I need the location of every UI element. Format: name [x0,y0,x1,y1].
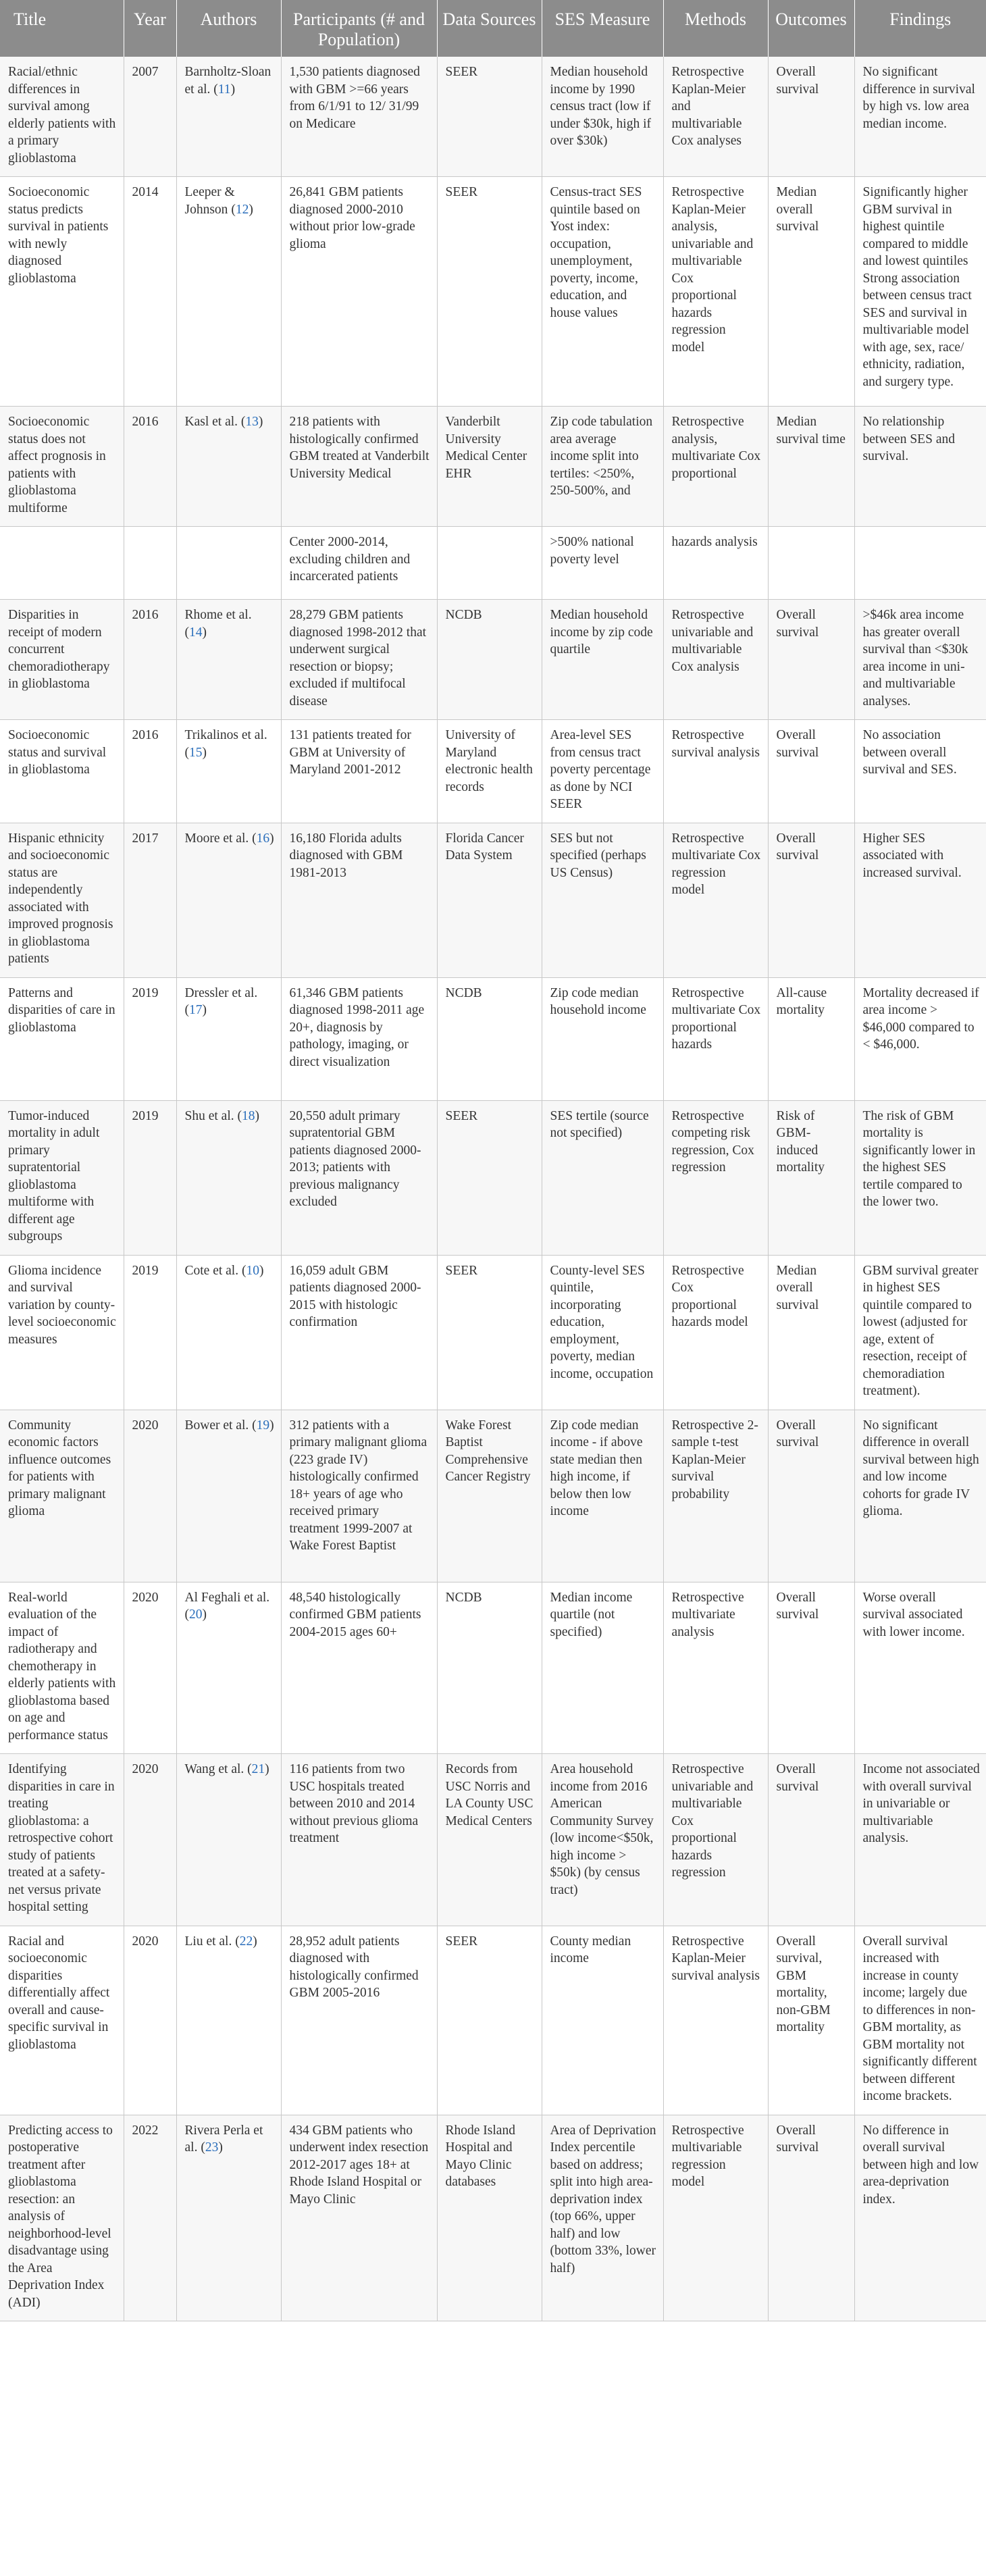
findings-cell: GBM survival greater in highest SES quintile compared to lowest (adjusted for age, extent of resection, receipt of chemoradiation treatment). [854,1255,986,1410]
year-cell: 2014 [124,177,176,407]
table-row [0,57,986,177]
methods-cell: hazards analysis [663,527,768,600]
authors-name: Dressler et al. [184,985,258,1000]
outcomes-cell: Overall survival [768,57,854,177]
authors-name: Rivera Perla et al. [184,2123,263,2155]
ses-measure-cell: >500% national poverty level [542,527,663,600]
outcomes-cell: Overall survival, GBM mortality, non-GBM mortality [768,1926,854,2115]
reference-link[interactable]: 13 [245,415,259,429]
table-row [0,1100,986,1255]
participants-cell: 48,540 histologically confirmed GBM patients 2004-2015 ages 60+ [281,1582,437,1754]
authors-cell: Bower et al. (19) [176,1410,281,1582]
ses-measure-cell: County median income [542,1926,663,2115]
methods-cell: Retrospective Kaplan-Meier survival analysis [663,1926,768,2115]
title-cell: Disparities in receipt of modern concurrent chemoradiotherapy in glioblastoma [0,600,124,720]
data-sources-cell: Wake Forest Baptist Comprehensive Cancer Registry [437,1410,542,1582]
methods-cell: Retrospective survival analysis [663,720,768,823]
table-row [0,1582,986,1754]
title-cell: Socioeconomic status does not affect prognosis in patients with glioblastoma multiforme [0,407,124,527]
ses-measure-cell: Median income quartile (not specified) [542,1582,663,1754]
header-participants: Participants (# and Population) [281,0,437,57]
participants-cell: 61,346 GBM patients diagnosed 1998-2011 age 20+, diagnosis by pathology, imaging, or direct visualization [281,977,437,1100]
year-cell [124,527,176,600]
reference-link[interactable]: 23 [205,2140,219,2155]
title-cell: Identifying disparities in care in treating glioblastoma: a retrospective cohort study of patients treated at a safety-net versus private hospital setting [0,1754,124,1926]
authors-cell: Kasl et al. (13) [176,407,281,527]
authors-cell: Liu et al. (22) [176,1926,281,2115]
authors-name: Wang et al. [184,1762,244,1776]
authors-cell: Barnholtz-Sloan et al. (11) [176,57,281,177]
participants-cell: 218 patients with histologically confirmed GBM treated at Vanderbilt University Medical [281,407,437,527]
authors-cell: Shu et al. (18) [176,1100,281,1255]
data-sources-cell: SEER [437,1926,542,2115]
year-cell: 2019 [124,977,176,1100]
ses-measure-cell: Area of Deprivation Index percentile based on address; split into high area-deprivation index (top 66%, upper half) and low (bottom 33%, lower half) [542,2115,663,2321]
methods-cell: Retrospective analysis, multivariate Cox proportional [663,407,768,527]
data-sources-cell: SEER [437,57,542,177]
findings-cell: Significantly higher GBM survival in highest quintile compared to middle and lowest quintiles Strong association between census tract SES and survival in multivariable model with age, sex, race/ ethnicity, radiation, and surgery type. [854,177,986,407]
year-cell: 2020 [124,1754,176,1926]
data-sources-cell: SEER [437,177,542,407]
title-cell: Racial and socioeconomic disparities differentially affect overall and cause-specific survival in glioblastoma [0,1926,124,2115]
year-cell: 2017 [124,823,176,977]
title-cell: Predicting access to postoperative treatment after glioblastoma resection: an analysis of neighborhood-level disadvantage using the Area Deprivation Index (ADI) [0,2115,124,2321]
participants-cell: 16,180 Florida adults diagnosed with GBM 1981-2013 [281,823,437,977]
methods-cell: Retrospective multivariate Cox proportional hazards [663,977,768,1100]
outcomes-cell: Overall survival [768,1754,854,1926]
header-title: Title [0,0,124,57]
authors-name: Shu et al. [184,1108,234,1123]
table-row [0,600,986,720]
authors-name: Al Feghali et al. [184,1590,270,1605]
methods-cell: Retrospective univariable and multivariable Cox proportional hazards regression [663,1754,768,1926]
participants-cell: Center 2000-2014, excluding children and incarcerated patients [281,527,437,600]
methods-cell: Retrospective multivariate analysis [663,1582,768,1754]
methods-cell: Retrospective Cox proportional hazards model [663,1255,768,1410]
authors-cell: Moore et al. (16) [176,823,281,977]
ses-measure-cell: Zip code median income - if above state median then high income, if below then low income [542,1410,663,1582]
header-authors: Authors [176,0,281,57]
reference-link[interactable]: 18 [242,1108,255,1123]
participants-cell: 20,550 adult primary supratentorial GBM patients diagnosed 2000-2013; patients with previous malignancy excluded [281,1100,437,1255]
outcomes-cell: Risk of GBM-induced mortality [768,1100,854,1255]
authors-cell: Cote et al. (10) [176,1255,281,1410]
participants-cell: 28,952 adult patients diagnosed with histologically confirmed GBM 2005-2016 [281,1926,437,2115]
table-row [0,1410,986,1582]
authors-cell: Dressler et al. (17) [176,977,281,1100]
outcomes-cell: All-cause mortality [768,977,854,1100]
findings-cell: No relationship between SES and survival. [854,407,986,527]
outcomes-cell: Median overall survival [768,177,854,407]
authors-name: Bower et al. [184,1418,249,1433]
authors-cell: Al Feghali et al. (20) [176,1582,281,1754]
authors-name: Leeper & Johnson [184,185,235,217]
outcomes-cell [768,527,854,600]
findings-cell: Mortality decreased if area income > $46,000 compared to < $46,000. [854,977,986,1100]
outcomes-cell: Median survival time [768,407,854,527]
methods-cell: Retrospective multivariate Cox regression model [663,823,768,977]
methods-cell: Retrospective 2-sample t-test Kaplan-Meier survival probability [663,1410,768,1582]
year-cell: 2022 [124,2115,176,2321]
methods-cell: Retrospective competing risk regression, Cox regression [663,1100,768,1255]
outcomes-cell: Overall survival [768,600,854,720]
title-cell: Socioeconomic status predicts survival in patients with newly diagnosed glioblastoma [0,177,124,407]
reference-link[interactable]: 16 [256,831,270,846]
year-cell: 2020 [124,1410,176,1582]
methods-cell: Retrospective Kaplan-Meier and multivariable Cox analyses [663,57,768,177]
findings-cell [854,527,986,600]
year-cell: 2016 [124,407,176,527]
year-cell: 2016 [124,720,176,823]
table-row [0,1255,986,1410]
data-sources-cell: Records from USC Norris and LA County USC Medical Centers [437,1754,542,1926]
participants-cell: 16,059 adult GBM patients diagnosed 2000-2015 with histologic confirmation [281,1255,437,1410]
header-outcomes: Outcomes [768,0,854,57]
authors-cell: Trikalinos et al. (15) [176,720,281,823]
ses-measure-cell: Area household income from 2016 American Community Survey (low income<$50k, high income > $50k) (by census tract) [542,1754,663,1926]
reference-link[interactable]: 11 [217,82,231,97]
table-row [0,823,986,977]
data-sources-cell: SEER [437,1100,542,1255]
data-sources-cell: SEER [437,1255,542,1410]
findings-cell: >$46k area income has greater overall survival than <$30k area income in uni- and multivariable analyses. [854,600,986,720]
authors-name: Barnholtz-Sloan et al. [184,65,271,97]
header-methods: Methods [663,0,768,57]
authors-cell: Rivera Perla et al. (23) [176,2115,281,2321]
methods-cell: Retrospective multivariable regression model [663,2115,768,2321]
findings-cell: Overall survival increased with increase in county income; largely due to differences in non-GBM mortality, as GBM mortality not significantly different between different income brackets. [854,1926,986,2115]
authors-cell: Rhome et al. (14) [176,600,281,720]
table-body [0,57,986,2321]
findings-cell: Worse overall survival associated with lower income. [854,1582,986,1754]
year-cell: 2016 [124,600,176,720]
participants-cell: 1,530 patients diagnosed with GBM >=66 years from 6/1/91 to 12/ 31/99 on Medicare [281,57,437,177]
header-data-sources: Data Sources [437,0,542,57]
ses-measure-cell: Median household income by zip code quartile [542,600,663,720]
reference-link[interactable]: 17 [189,1003,203,1017]
table-row [0,720,986,823]
ses-measure-cell: Area-level SES from census tract poverty percentage as done by NCI SEER [542,720,663,823]
outcomes-cell: Overall survival [768,2115,854,2321]
table-row [0,177,986,407]
methods-cell: Retrospective Kaplan-Meier analysis, univariable and multivariable Cox proportional hazards regression model [663,177,768,407]
reference-link[interactable]: 15 [189,745,203,760]
authors-cell: Wang et al. (21) [176,1754,281,1926]
table-row [0,527,986,600]
reference-link[interactable]: 14 [189,625,203,640]
outcomes-cell: Overall survival [768,720,854,823]
outcomes-cell: Overall survival [768,1582,854,1754]
ses-measure-cell: SES but not specified (perhaps US Census) [542,823,663,977]
findings-cell: Income not associated with overall survival in univariable or multivariable analysis. [854,1754,986,1926]
findings-cell: No association between overall survival and SES. [854,720,986,823]
header-year: Year [124,0,176,57]
title-cell: Real-world evaluation of the impact of radiotherapy and chemotherapy in elderly patients with glioblastoma based on age and performance status [0,1582,124,1754]
participants-cell: 131 patients treated for GBM at University of Maryland 2001-2012 [281,720,437,823]
title-cell: Patterns and disparities of care in glioblastoma [0,977,124,1100]
data-sources-cell: Vanderbilt University Medical Center EHR [437,407,542,527]
authors-name: Trikalinos et al. [184,728,267,742]
outcomes-cell: Overall survival [768,1410,854,1582]
table-row [0,407,986,527]
data-sources-cell: University of Maryland electronic health records [437,720,542,823]
outcomes-cell: Overall survival [768,823,854,977]
ses-measure-cell: Zip code median household income [542,977,663,1100]
ses-measure-cell: County-level SES quintile, incorporating education, employment, poverty, median income, occupation [542,1255,663,1410]
participants-cell: 26,841 GBM patients diagnosed 2000-2010 without prior low-grade glioma [281,177,437,407]
reference-link[interactable]: 22 [239,1934,253,1949]
authors-name: Rhome et al. [184,608,252,622]
title-cell: Racial/ethnic differences in survival among elderly patients with a primary glioblastoma [0,57,124,177]
findings-cell: No difference in overall survival between high and low area-deprivation index. [854,2115,986,2321]
table-header-row [0,0,986,57]
data-sources-cell: NCDB [437,1582,542,1754]
participants-cell: 434 GBM patients who underwent index resection 2012-2017 ages 18+ at Rhode Island Hospital or Mayo Clinic [281,2115,437,2321]
ses-measure-cell: Zip code tabulation area average income split into tertiles: <250%, 250-500%, and [542,407,663,527]
reference-link[interactable]: 10 [246,1263,259,1278]
year-cell: 2020 [124,1926,176,2115]
findings-cell: No significant difference in survival by high vs. low area median income. [854,57,986,177]
data-sources-cell: Rhode Island Hospital and Mayo Clinic databases [437,2115,542,2321]
participants-cell: 116 patients from two USC hospitals treated between 2010 and 2014 without previous glioma treatment [281,1754,437,1926]
findings-cell: The risk of GBM mortality is significantly lower in the highest SES tertile compared to the lower two. [854,1100,986,1255]
reference-link[interactable]: 20 [189,1607,203,1622]
authors-cell [176,527,281,600]
data-sources-cell: NCDB [437,977,542,1100]
ses-measure-cell: Median household income by 1990 census tract (low if under $30k, high if over $30k) [542,57,663,177]
table-row [0,1926,986,2115]
authors-name: Cote et al. [184,1263,239,1278]
data-sources-cell: Florida Cancer Data System [437,823,542,977]
data-sources-cell: NCDB [437,600,542,720]
authors-cell: Leeper & Johnson (12) [176,177,281,407]
authors-name: Kasl et al. [184,415,238,429]
methods-cell: Retrospective univariable and multivariable Cox analysis [663,600,768,720]
findings-cell: Higher SES associated with increased survival. [854,823,986,977]
year-cell: 2019 [124,1255,176,1410]
header-ses-measure: SES Measure [542,0,663,57]
authors-name: Moore et al. [184,831,249,846]
outcomes-cell: Median overall survival [768,1255,854,1410]
ses-measure-cell: SES tertile (source not specified) [542,1100,663,1255]
title-cell: Tumor-induced mortality in adult primary supratentorial glioblastoma multiforme with different age subgroups [0,1100,124,1255]
reference-link[interactable]: 21 [251,1762,265,1776]
data-sources-cell [437,527,542,600]
findings-cell: No significant difference in overall survival between high and low income cohorts for grade IV glioma. [854,1410,986,1582]
title-cell: Community economic factors influence outcomes for patients with primary malignant glioma [0,1410,124,1582]
title-cell: Socioeconomic status and survival in glioblastoma [0,720,124,823]
title-cell: Hispanic ethnicity and socioeconomic status are independently associated with improved prognosis in glioblastoma patients [0,823,124,977]
table-row [0,977,986,1100]
header-findings: Findings [854,0,986,57]
year-cell: 2020 [124,1582,176,1754]
title-cell: Glioma incidence and survival variation by county-level socioeconomic measures [0,1255,124,1410]
reference-link[interactable]: 12 [235,202,249,217]
reference-link[interactable]: 19 [256,1418,270,1433]
table-row [0,1754,986,1926]
participants-cell: 312 patients with a primary malignant glioma (223 grade IV) histologically confirmed 18+ years of age who received primary treatment 1999-2007 at Wake Forest Baptist [281,1410,437,1582]
authors-name: Liu et al. [184,1934,232,1949]
title-cell [0,527,124,600]
year-cell: 2019 [124,1100,176,1255]
ses-measure-cell: Census-tract SES quintile based on Yost index: occupation, unemployment, poverty, income, education, and house values [542,177,663,407]
table-row [0,2115,986,2321]
participants-cell: 28,279 GBM patients diagnosed 1998-2012 that underwent surgical resection or biopsy; excluded if multifocal disease [281,600,437,720]
year-cell: 2007 [124,57,176,177]
